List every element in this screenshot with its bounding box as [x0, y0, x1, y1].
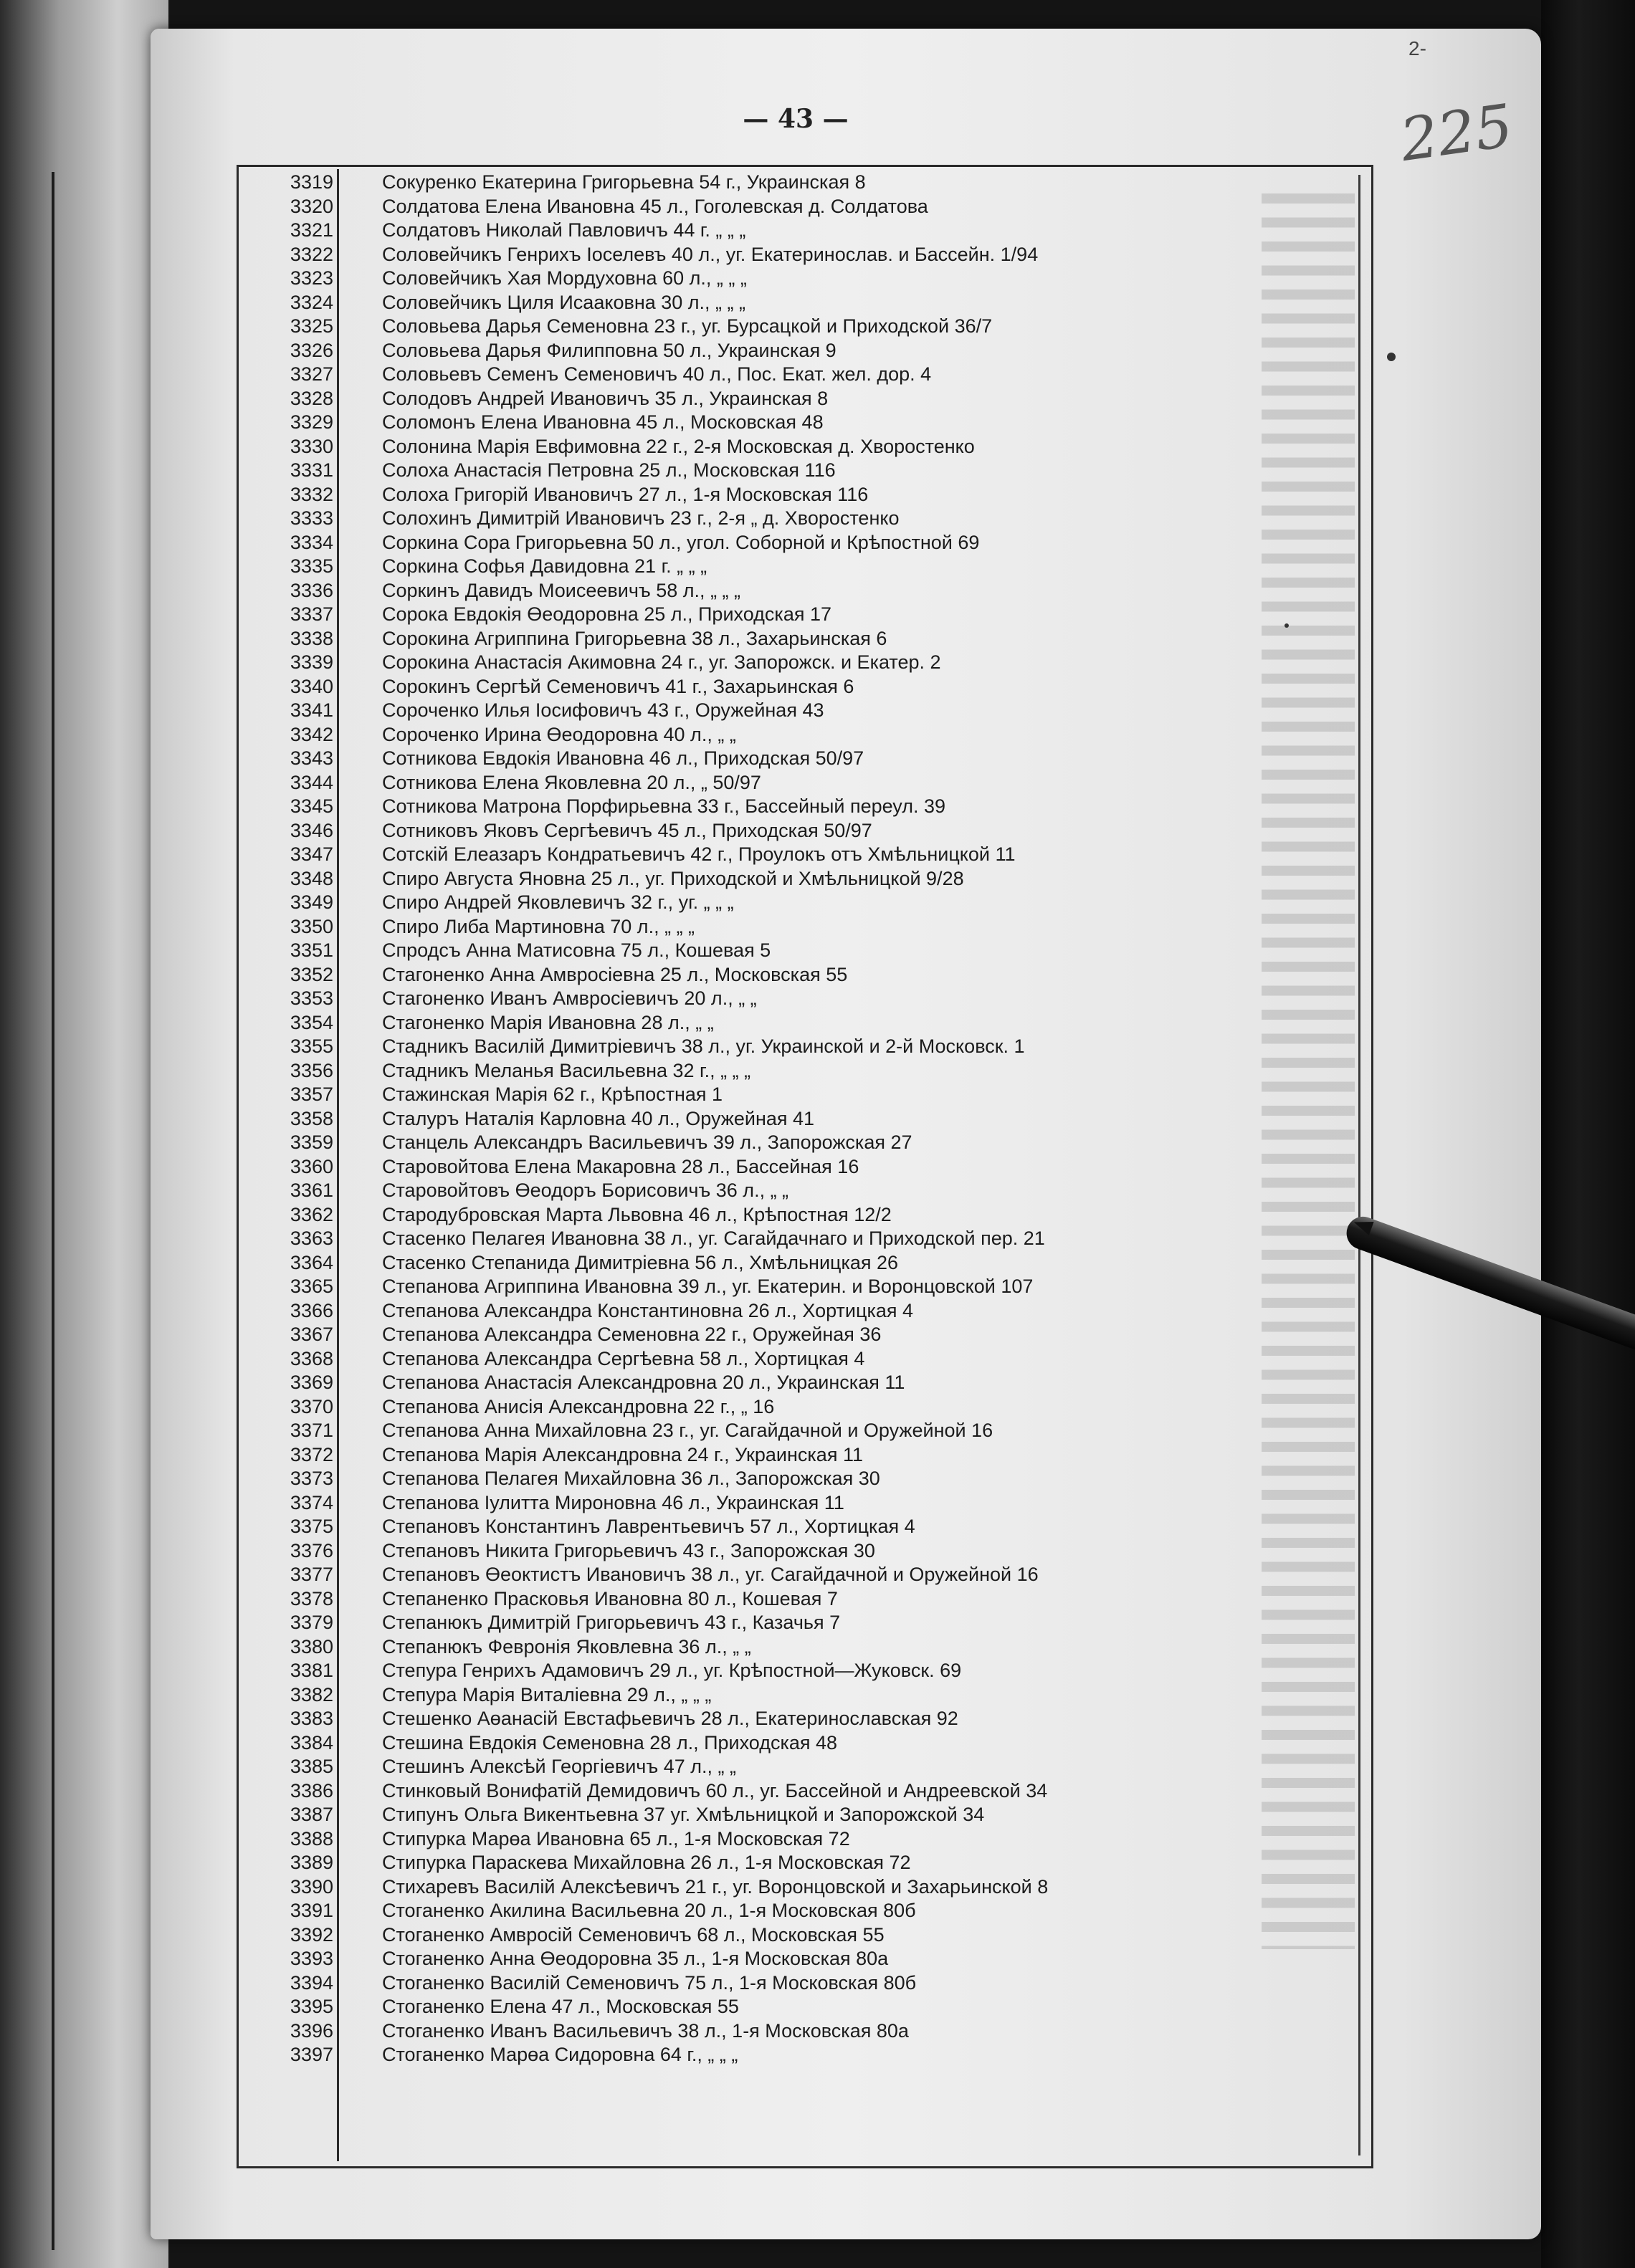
- list-item: [244, 1851, 1348, 1875]
- entry-text: Стадникъ Меланья Васильевна 32 г., „ „ „: [382, 1059, 751, 1081]
- entry-text: Стагоненко Анна Амвросіевна 25 л., Московская 55: [382, 963, 848, 985]
- entry-text: Стагоненко Иванъ Амвросіевичъ 20 л., „ „: [382, 987, 757, 1009]
- list-item: [244, 1803, 1348, 1827]
- list-item: [244, 627, 1348, 651]
- list-item: [244, 1251, 1348, 1276]
- entry-number: 3396: [290, 2019, 333, 2042]
- entry-number: 3344: [290, 771, 333, 793]
- entry-text: Стоганенко Василій Семеновичъ 75 л., 1-я Московская 80б: [382, 1971, 917, 1994]
- entry-text: Спиро Либа Мартиновна 70 л., „ „ „: [382, 915, 695, 937]
- entry-text: Степаненко Прасковья Ивановна 80 л., Кошевая 7: [382, 1587, 838, 1609]
- entry-text: Сотникова Евдокія Ивановна 46 л., Приходская 50/97: [382, 747, 864, 769]
- list-item: [244, 1083, 1348, 1107]
- entry-text: Солдатовъ Николай Павловичъ 44 г. „ „ „: [382, 219, 746, 241]
- list-item: [244, 1419, 1348, 1443]
- list-item: [244, 939, 1348, 963]
- adjacent-page-rule: [52, 172, 54, 2250]
- entry-text: Стасенко Пелагея Ивановна 38 л., уг. Сагайдачнаго и Приходской пер. 21: [382, 1228, 1045, 1249]
- resident-list: [244, 171, 1348, 2067]
- list-item: [244, 1515, 1348, 1539]
- list-item: [244, 987, 1348, 1011]
- entry-text: Солдатова Елена Ивановна 45 л., Гоголевская д. Солдатова: [382, 195, 928, 217]
- list-item: [244, 795, 1348, 819]
- entry-number: 3362: [290, 1203, 333, 1225]
- entry-text: Степановъ Өеоктистъ Ивановичъ 38 л., уг. Сагайдачной и Оружейной 16: [382, 1564, 1039, 1585]
- entry-text: Стоганенко Акилина Васильевна 20 л., 1-я Московская 80б: [382, 1900, 916, 1921]
- entry-number: 3365: [290, 1276, 333, 1297]
- entry-text: Соловейчикъ Генрихъ Іоселевъ 40 л., уг. Екатеринослав. и Бассейн. 1/94: [382, 243, 1039, 265]
- list-item: [244, 2043, 1348, 2067]
- entry-number: 3333: [290, 507, 333, 529]
- list-item: [244, 1227, 1348, 1251]
- entry-number: 3387: [290, 1804, 333, 1825]
- entry-text: Стоганенко Марөа Сидоровна 64 г., „ „ „: [382, 2044, 738, 2065]
- list-item: [244, 1683, 1348, 1708]
- entry-number: 3330: [290, 435, 333, 457]
- entry-text: Сорокина Анастасія Акимовна 24 г., уг. Запорожск. и Екатер. 2: [382, 651, 941, 673]
- ink-dot: [1284, 623, 1289, 628]
- handwritten-annotation: 225: [1396, 92, 1517, 176]
- list-item: [244, 531, 1348, 555]
- list-item: [244, 1011, 1348, 1035]
- entry-number: 3343: [290, 747, 333, 769]
- entry-number: 3388: [290, 1827, 333, 1850]
- entry-text: Стихаревъ Василій Алексѣевичъ 21 г., уг. Воронцовской и Захарьинской 8: [382, 1875, 1049, 1898]
- entry-number: 3347: [290, 843, 333, 865]
- list-item: [244, 387, 1348, 411]
- entry-text: Степура Марія Виталіевна 29 л., „ „ „: [382, 1683, 712, 1705]
- entry-number: 3345: [290, 795, 333, 817]
- list-item: [244, 723, 1348, 747]
- entry-number: 3385: [290, 1756, 333, 1777]
- entry-text: Сотниковъ Яковъ Сергѣевичъ 45 л., Приходская 50/97: [382, 819, 872, 841]
- entry-number: 3326: [290, 339, 333, 361]
- list-item: [244, 699, 1348, 723]
- entry-number: 3393: [290, 1948, 333, 1969]
- entry-number: 3329: [290, 411, 333, 433]
- entry-text: Степановъ Никита Григорьевичъ 43 г., Запорожская 30: [382, 1539, 875, 1561]
- list-item: [244, 219, 1348, 243]
- list-item: [244, 1443, 1348, 1468]
- list-item: [244, 1131, 1348, 1155]
- entry-text: Сорокинъ Сергѣй Семеновичъ 41 г., Захарьинская 6: [382, 675, 854, 697]
- entry-number: 3380: [290, 1635, 333, 1657]
- entry-number: 3327: [290, 363, 333, 385]
- list-item: [244, 1635, 1348, 1660]
- list-item: [244, 1659, 1348, 1683]
- entry-number: 3352: [290, 963, 333, 985]
- entry-text: Соркина Сора Григорьевна 50 л., угол. Соборной и Крѣпостной 69: [382, 531, 980, 553]
- entry-number: 3370: [290, 1395, 333, 1417]
- list-item: [244, 819, 1348, 843]
- entry-text: Соловьева Дарья Семеновна 23 г., уг. Бурсацкой и Приходской 36/7: [382, 315, 993, 337]
- entry-text: Стоганенко Елена 47 л., Московская 55: [382, 1996, 739, 2017]
- list-item: [244, 1563, 1348, 1587]
- entry-text: Степанова Анна Михайловна 23 г., уг. Сагайдачной и Оружейной 16: [382, 1420, 993, 1441]
- entry-text: Стасенко Степанида Димитріевна 56 л., Хмѣльницкая 26: [382, 1251, 899, 1273]
- list-item: [244, 459, 1348, 483]
- list-item: [244, 555, 1348, 579]
- list-item: [244, 1467, 1348, 1491]
- list-item: [244, 603, 1348, 627]
- entry-number: 3390: [290, 1875, 333, 1898]
- list-item: [244, 1707, 1348, 1731]
- entry-text: Степанова Марія Александровна 24 г., Украинская 11: [382, 1443, 863, 1465]
- list-item: [244, 315, 1348, 339]
- entry-number: 3320: [290, 195, 333, 217]
- list-item: [244, 483, 1348, 507]
- entry-number: 3371: [290, 1420, 333, 1441]
- list-item: [244, 1899, 1348, 1923]
- entry-text: Сорока Евдокія Өеодоровна 25 л., Приходская 17: [382, 603, 831, 625]
- entry-number: 3384: [290, 1731, 333, 1753]
- entry-text: Стагоненко Марія Ивановна 28 л., „ „: [382, 1011, 714, 1033]
- entry-text: Соловьева Дарья Филипповна 50 л., Украинская 9: [382, 339, 836, 361]
- entry-number: 3348: [290, 867, 333, 889]
- entry-text: Степанова Александра Сергѣевна 58 л., Хортицкая 4: [382, 1347, 865, 1369]
- list-item: [244, 747, 1348, 771]
- list-item: [244, 1995, 1348, 2019]
- list-item: [244, 771, 1348, 795]
- corner-mark: 2-: [1408, 37, 1426, 59]
- list-item: [244, 843, 1348, 867]
- list-item: [244, 1035, 1348, 1059]
- entry-text: Степанова Іулитта Мироновна 46 л., Украинская 11: [382, 1491, 844, 1513]
- entry-number: 3357: [290, 1083, 333, 1105]
- entry-number: 3349: [290, 891, 333, 913]
- entry-text: Соловьевъ Семенъ Семеновичъ 40 л., Пос. Екат. жел. дор. 4: [382, 363, 932, 385]
- entry-text: Стинковый Вонифатій Демидовичъ 60 л., уг. Бассейной и Андреевской 34: [382, 1779, 1048, 1802]
- entry-text: Старовойтова Елена Макаровна 28 л., Бассейная 16: [382, 1155, 859, 1177]
- list-item: [244, 291, 1348, 315]
- entry-text: Соркина Софья Давидовна 21 г. „ „ „: [382, 555, 707, 577]
- entry-number: 3392: [290, 1923, 333, 1946]
- ink-dot: [1387, 353, 1396, 361]
- list-item: [244, 195, 1348, 219]
- list-item: [244, 435, 1348, 459]
- entry-number: 3356: [290, 1059, 333, 1081]
- entry-number: 3359: [290, 1131, 333, 1153]
- entry-text: Степанюкъ Февронія Яковлевна 36 л., „ „: [382, 1635, 751, 1657]
- entry-text: Степанова Анастасія Александровна 20 л., Украинская 11: [382, 1372, 905, 1393]
- list-item: [244, 339, 1348, 363]
- table-frame-inner-line: [1358, 175, 1360, 2155]
- entry-text: Солонина Марія Евфимовна 22 г., 2-я Московская д. Хворостенко: [382, 435, 975, 457]
- list-item: [244, 867, 1348, 891]
- entry-text: Сороченко Ирина Өеодоровна 40 л., „ „: [382, 723, 736, 745]
- entry-number: 3339: [290, 651, 333, 673]
- entry-number: 3354: [290, 1011, 333, 1033]
- list-item: [244, 1947, 1348, 1971]
- entry-number: 3383: [290, 1708, 333, 1729]
- entry-text: Степанова Александра Семеновна 22 г., Оружейная 36: [382, 1324, 882, 1345]
- entry-text: Стешина Евдокія Семеновна 28 л., Приходская 48: [382, 1731, 838, 1753]
- list-item: [244, 1299, 1348, 1324]
- entry-number: 3376: [290, 1539, 333, 1561]
- entry-text: Старовойтовъ Өеодоръ Борисовичъ 36 л., „ „: [382, 1180, 789, 1201]
- entry-number: 3334: [290, 531, 333, 553]
- list-item: [244, 1107, 1348, 1131]
- entry-number: 3358: [290, 1107, 333, 1129]
- entry-text: Степура Генрихъ Адамовичъ 29 л., уг. Крѣпостной—Жуковск. 69: [382, 1660, 962, 1681]
- entry-text: Стоганенко Анна Өеодоровна 35 л., 1-я Московская 80а: [382, 1948, 889, 1969]
- entry-number: 3368: [290, 1347, 333, 1369]
- list-item: [244, 1203, 1348, 1228]
- adjacent-page-left: [0, 0, 168, 2268]
- list-item: [244, 1731, 1348, 1756]
- list-item: [244, 411, 1348, 435]
- entry-number: 3337: [290, 603, 333, 625]
- list-item: [244, 267, 1348, 291]
- entry-number: 3340: [290, 675, 333, 697]
- entry-number: 3367: [290, 1324, 333, 1345]
- entry-number: 3373: [290, 1468, 333, 1489]
- entry-number: 3322: [290, 243, 333, 265]
- list-item: [244, 171, 1348, 195]
- entry-text: Сотникова Матрона Порфирьевна 33 г., Бассейный переул. 39: [382, 795, 946, 817]
- entry-text: Солохинъ Димитрій Ивановичъ 23 г., 2-я „ д. Хворостенко: [382, 507, 900, 529]
- list-item: [244, 891, 1348, 915]
- list-item: [244, 243, 1348, 267]
- entry-text: Степанова Александра Константиновна 26 л., Хортицкая 4: [382, 1299, 914, 1321]
- entry-number: 3324: [290, 291, 333, 313]
- list-item: [244, 651, 1348, 675]
- list-item: [244, 1155, 1348, 1180]
- list-item: [244, 1275, 1348, 1299]
- list-item: [244, 1587, 1348, 1612]
- list-item: [244, 1395, 1348, 1420]
- entry-number: 3332: [290, 483, 333, 505]
- entry-text: Солоха Григорій Ивановичъ 27 л., 1-я Московская 116: [382, 483, 869, 505]
- entry-text: Сороченко Илья Іосифовичъ 43 г., Оружейная 43: [382, 699, 824, 721]
- entry-number: 3397: [290, 2044, 333, 2065]
- entry-number: 3341: [290, 699, 333, 721]
- list-item: [244, 1323, 1348, 1347]
- entry-number: 3325: [290, 315, 333, 337]
- entry-text: Стадникъ Василій Димитріевичъ 38 л., уг. Украинской и 2-й Московск. 1: [382, 1035, 1025, 1057]
- entry-text: Степанюкъ Димитрій Григорьевичъ 43 г., Казачья 7: [382, 1612, 841, 1633]
- entry-number: 3369: [290, 1372, 333, 1393]
- entry-number: 3377: [290, 1564, 333, 1585]
- entry-text: Степановъ Константинъ Лаврентьевичъ 57 л., Хортицкая 4: [382, 1516, 915, 1537]
- list-item: [244, 1827, 1348, 1852]
- list-item: [244, 579, 1348, 603]
- list-item: [244, 1923, 1348, 1948]
- list-item: [244, 1611, 1348, 1635]
- entry-text: Стародубровская Марта Львовна 46 л., Крѣпостная 12/2: [382, 1203, 892, 1225]
- entry-number: 3391: [290, 1900, 333, 1921]
- list-item: [244, 1779, 1348, 1804]
- list-item: [244, 2019, 1348, 2044]
- entry-text: Стешинъ Алексѣй Георгіевичъ 47 л., „ „: [382, 1756, 737, 1777]
- entry-text: Сокуренко Екатерина Григорьевна 54 г., Украинская 8: [382, 171, 866, 193]
- entry-number: 3374: [290, 1491, 333, 1513]
- entry-text: Стажинская Марія 62 г., Крѣпостная 1: [382, 1083, 723, 1105]
- entry-text: Стипунъ Ольга Викентьевна 37 уг. Хмѣльницкой и Запорожской 34: [382, 1804, 985, 1825]
- list-item: [244, 963, 1348, 987]
- entry-number: 3379: [290, 1612, 333, 1633]
- entry-number: 3338: [290, 627, 333, 649]
- entry-text: Степанова Пелагея Михайловна 36 л., Запорожская 30: [382, 1468, 880, 1489]
- list-item: [244, 1971, 1348, 1996]
- entry-number: 3331: [290, 459, 333, 481]
- entry-number: 3382: [290, 1683, 333, 1705]
- entry-text: Сорокина Агриппина Григорьевна 38 л., Захарьинская 6: [382, 627, 887, 649]
- entry-number: 3328: [290, 387, 333, 409]
- list-item: [244, 1875, 1348, 1900]
- list-item: [244, 1179, 1348, 1203]
- entry-number: 3355: [290, 1035, 333, 1057]
- list-item: [244, 1371, 1348, 1395]
- entry-number: 3351: [290, 939, 333, 961]
- entry-number: 3378: [290, 1587, 333, 1609]
- entry-text: Станцель Александръ Васильевичъ 39 л., Запорожская 27: [382, 1131, 912, 1153]
- entry-text: Сотникова Елена Яковлевна 20 л., „ 50/97: [382, 771, 761, 793]
- list-item: [244, 363, 1348, 387]
- entry-text: Стипурка Марөа Ивановна 65 л., 1-я Московская 72: [382, 1827, 850, 1850]
- list-item: [244, 1347, 1348, 1372]
- entry-number: 3353: [290, 987, 333, 1009]
- list-item: [244, 1491, 1348, 1516]
- entry-number: 3381: [290, 1660, 333, 1681]
- entry-number: 3395: [290, 1996, 333, 2017]
- entry-text: Стипурка Параскева Михайловна 26 л., 1-я Московская 72: [382, 1852, 911, 1873]
- entry-number: 3363: [290, 1228, 333, 1249]
- list-item: [244, 675, 1348, 699]
- list-item: [244, 1059, 1348, 1083]
- entry-number: 3394: [290, 1971, 333, 1994]
- entry-number: 3375: [290, 1516, 333, 1537]
- entry-text: Соловейчикъ Хая Мордуховна 60 л., „ „ „: [382, 267, 747, 289]
- entry-number: 3335: [290, 555, 333, 577]
- entry-number: 3319: [290, 171, 333, 193]
- entry-number: 3364: [290, 1251, 333, 1273]
- entry-text: Солоха Анастасія Петровна 25 л., Московская 116: [382, 459, 836, 481]
- entry-number: 3321: [290, 219, 333, 241]
- list-item: [244, 915, 1348, 939]
- entry-text: Спиро Андрей Яковлевичъ 32 г., уг. „ „ „: [382, 891, 734, 913]
- page-number: — 43 —: [743, 104, 849, 134]
- entry-text: Соломонъ Елена Ивановна 45 л., Московская 48: [382, 411, 824, 433]
- entry-number: 3389: [290, 1852, 333, 1873]
- entry-text: Соловейчикъ Циля Исааковна 30 л., „ „ „: [382, 291, 746, 313]
- list-item: [244, 507, 1348, 531]
- entry-number: 3372: [290, 1443, 333, 1465]
- entry-number: 3350: [290, 915, 333, 937]
- entry-text: Степанова Агриппина Ивановна 39 л., уг. Екатерин. и Воронцовской 107: [382, 1276, 1034, 1297]
- entry-text: Спиро Августа Яновна 25 л., уг. Приходской и Хмѣльницкой 9/28: [382, 867, 964, 889]
- background-edge-right: [1541, 0, 1635, 2268]
- entry-text: Сталуръ Наталія Карловна 40 л., Оружейная 41: [382, 1107, 815, 1129]
- entry-number: 3346: [290, 819, 333, 841]
- list-item: [244, 1755, 1348, 1779]
- entry-number: 3366: [290, 1299, 333, 1321]
- entry-number: 3360: [290, 1155, 333, 1177]
- entry-text: Стоганенко Иванъ Васильевичъ 38 л., 1-я Московская 80а: [382, 2019, 909, 2042]
- list-item: [244, 1539, 1348, 1564]
- entry-number: 3342: [290, 723, 333, 745]
- entry-number: 3361: [290, 1180, 333, 1201]
- entry-text: Соркинъ Давидъ Моисеевичъ 58 л., „ „ „: [382, 579, 741, 601]
- entry-text: Стоганенко Амвросій Семеновичъ 68 л., Московская 55: [382, 1923, 885, 1946]
- entry-text: Сотскій Елеазаръ Кондратьевичъ 42 г., Проулокъ отъ Хмѣльницкой 11: [382, 843, 1016, 865]
- entry-text: Солодовъ Андрей Ивановичъ 35 л., Украинская 8: [382, 387, 829, 409]
- entry-number: 3323: [290, 267, 333, 289]
- entry-number: 3336: [290, 579, 333, 601]
- entry-text: Степанова Анисія Александровна 22 г., „ 16: [382, 1395, 775, 1417]
- entry-text: Стешенко Аөанасій Евстафьевичъ 28 л., Екатеринославская 92: [382, 1708, 958, 1729]
- entry-number: 3386: [290, 1779, 333, 1802]
- entry-text: Спродсъ Анна Матисовна 75 л., Кошевая 5: [382, 939, 771, 961]
